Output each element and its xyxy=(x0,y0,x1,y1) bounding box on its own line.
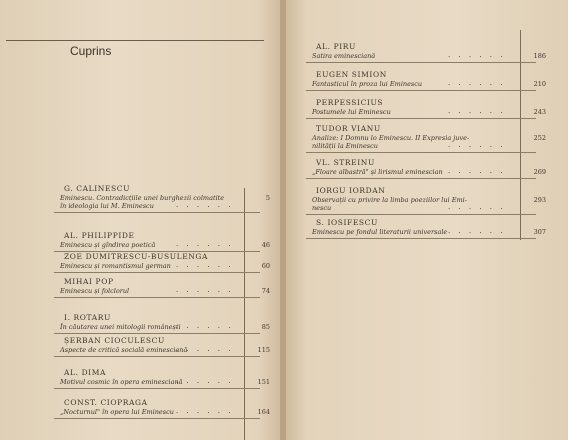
toc-separator xyxy=(306,238,536,239)
toc-page-number: 269 xyxy=(533,168,546,176)
toc-separator xyxy=(54,212,260,213)
toc-page-number: 115 xyxy=(257,346,270,354)
toc-author: EUGEN SIMION xyxy=(316,70,387,79)
toc-leader-dots: . . . . . . xyxy=(448,227,506,235)
toc-work-title: Eminescu și gîndirea poetică xyxy=(60,241,156,249)
toc-leader-dots: . . . . . . xyxy=(448,203,506,211)
toc-leader-dots: . . . . . . xyxy=(176,286,234,294)
toc-page-number: 74 xyxy=(261,287,270,295)
toc-leader-dots: . . . . . . xyxy=(448,141,506,149)
toc-work-title: Fantasticul în proza lui Eminescu xyxy=(312,80,423,88)
toc-separator xyxy=(306,214,536,215)
toc-author: AL. PIRU xyxy=(316,42,356,51)
toc-author: AL. DIMA xyxy=(64,368,107,377)
toc-page-number: 46 xyxy=(261,241,270,249)
toc-leader-dots: . . . . . . xyxy=(448,167,506,175)
toc-separator xyxy=(54,388,260,389)
toc-separator xyxy=(306,178,536,179)
book-gutter xyxy=(280,0,286,440)
toc-work-title: Observații cu privire la limba poeziilor lui Emi- xyxy=(312,196,467,204)
toc-leader-dots: . . . . . . xyxy=(448,107,506,115)
toc-separator xyxy=(54,333,260,334)
toc-author: TUDOR VIANU xyxy=(316,124,381,133)
toc-work-title: Eminescu și romantismul german xyxy=(60,262,171,270)
toc-work-title: Eminescu și folclorul xyxy=(60,287,130,295)
toc-separator xyxy=(306,90,536,91)
toc-leader-dots: . . . . . . xyxy=(448,51,506,59)
toc-work-title: În căutarea unei mitologii românești xyxy=(60,323,181,331)
toc-leader-dots: . . . . . . xyxy=(176,240,234,248)
toc-leader-dots: . . . . . . xyxy=(448,79,506,87)
toc-leader-dots: . . . . . . xyxy=(176,322,234,330)
toc-work-title: Analize: I Domnu lo Eminescu. II Expresia juve- xyxy=(312,134,470,142)
toc-page-number: 164 xyxy=(257,408,270,416)
left-page xyxy=(0,0,282,440)
toc-work-title: Satira eminesciană xyxy=(312,52,376,60)
toc-page-number: 307 xyxy=(533,228,546,236)
toc-separator xyxy=(54,272,260,273)
toc-page-number: 151 xyxy=(257,378,270,386)
toc-page-number: 293 xyxy=(533,196,546,204)
toc-author: AL. PHILIPPIDE xyxy=(64,231,135,240)
contents-title: Cuprins xyxy=(70,44,112,58)
toc-author: I. ROTARU xyxy=(64,313,111,322)
toc-separator xyxy=(306,118,536,119)
toc-leader-dots: . . . . . . xyxy=(176,345,234,353)
toc-leader-dots: . . . . . . xyxy=(176,407,234,415)
toc-separator xyxy=(54,297,260,298)
toc-page-number: 5 xyxy=(265,194,270,202)
toc-work-title: Eminescu. Contradicțiile unei burghezii colmatite xyxy=(60,194,225,202)
toc-author: PERPESSICIUS xyxy=(316,98,384,107)
toc-page-number: 186 xyxy=(533,52,546,60)
toc-author: S. IOSIFESCU xyxy=(316,218,378,227)
toc-separator xyxy=(306,62,536,63)
toc-author: ZOE DUMITRESCU-BUSULENGA xyxy=(64,252,209,261)
toc-page-number: 85 xyxy=(261,323,270,331)
toc-author: CONST. CIOPRAGA xyxy=(64,398,148,407)
toc-separator xyxy=(306,152,536,153)
left-page-number-divider xyxy=(244,188,245,440)
toc-work-title-continued: în ideologia lui M. Eminescu xyxy=(60,202,154,210)
toc-page-number: 60 xyxy=(261,262,270,270)
toc-separator xyxy=(54,418,260,419)
toc-leader-dots: . . . . . . xyxy=(176,377,234,385)
toc-work-title: Motivul cosmic în opera eminesciană xyxy=(60,378,183,386)
toc-page-number: 243 xyxy=(533,108,546,116)
toc-work-title-continued: nilității la Eminescu xyxy=(312,142,378,150)
toc-author: MIHAI POP xyxy=(64,277,114,286)
toc-work-title: Postumele lui Eminescu xyxy=(312,108,391,116)
toc-author: IORGU IORDAN xyxy=(316,186,386,195)
toc-leader-dots: . . . . . . xyxy=(176,201,234,209)
toc-work-title: Eminescu pe fondul literaturii universale xyxy=(312,228,448,236)
toc-work-title: „Floare albastră" și lirismul eminescian xyxy=(312,168,443,176)
toc-separator xyxy=(54,356,260,357)
toc-work-title: „Nocturnul" în opera lui Eminescu xyxy=(60,408,174,416)
toc-page-number: 252 xyxy=(533,134,546,142)
toc-author: VL. STREINU xyxy=(316,158,375,167)
toc-page-number: 210 xyxy=(533,80,546,88)
toc-leader-dots: . . . . . . xyxy=(176,261,234,269)
toc-work-title-continued: nescu xyxy=(312,204,332,212)
toc-work-title: Aspecte de critică socială eminesciană xyxy=(60,346,188,354)
header-rule xyxy=(6,40,264,41)
toc-author: G. CALINESCU xyxy=(64,184,131,193)
toc-author: ȘERBAN CIOCULESCU xyxy=(64,336,165,345)
